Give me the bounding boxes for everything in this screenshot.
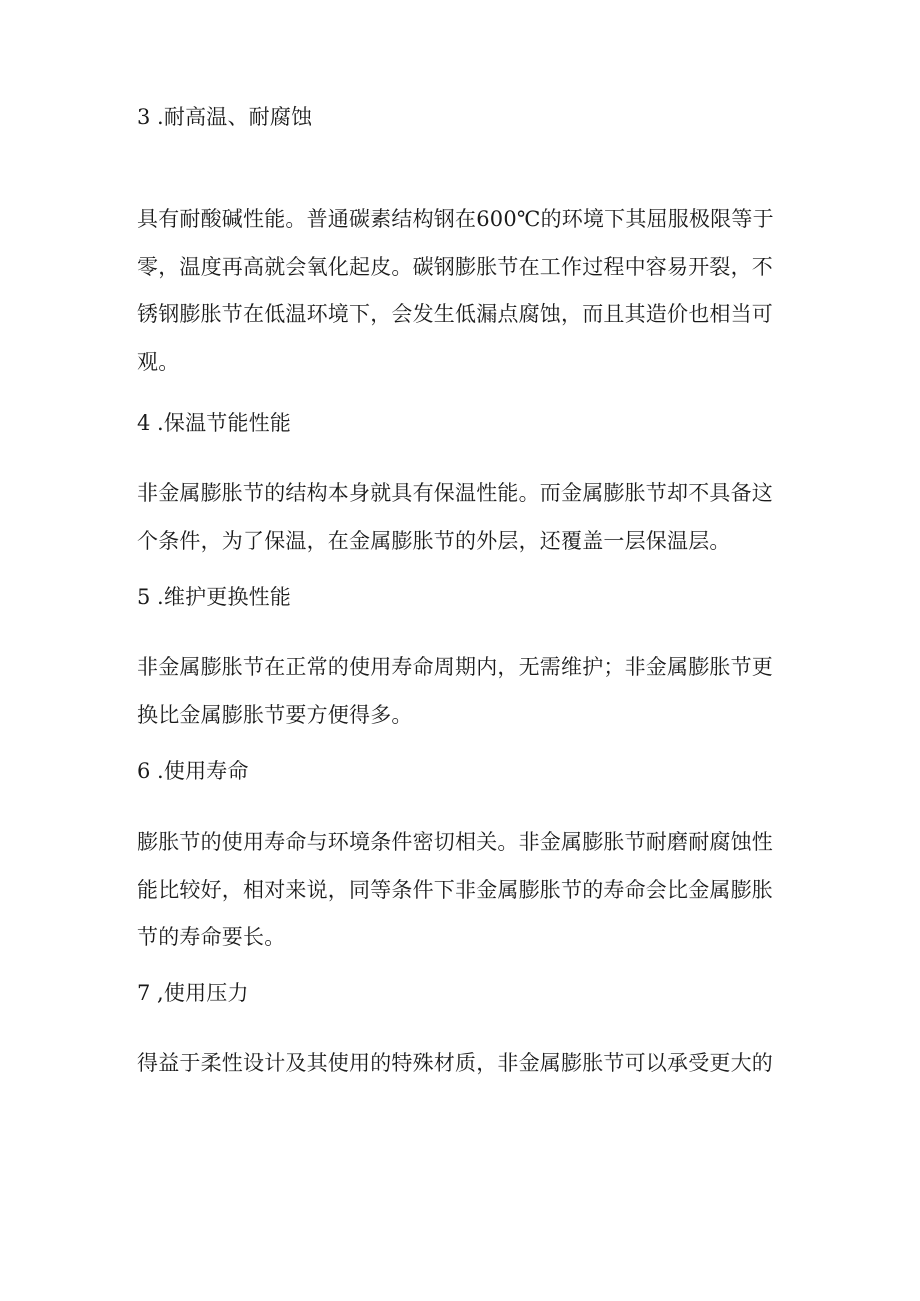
section-heading-3 — [137, 101, 837, 131]
paragraph-line: 观。 — [137, 349, 180, 374]
paragraph-line: 锈钢膨胀节在低温环境下，会发生低漏点腐蚀，而且其造价也相当可 — [137, 302, 773, 326]
paragraph-line: 换比金属膨胀节要方便得多。 — [137, 702, 413, 727]
paragraph-line: 非金属膨胀节在正常的使用寿命周期内，无需维护；非金属膨胀节更 — [137, 655, 773, 679]
section-paragraph-3 — [137, 196, 787, 386]
section-heading-6 — [137, 755, 837, 785]
section-paragraph-6 — [137, 819, 787, 962]
section-heading-5 — [137, 581, 837, 611]
paragraph-line: 个条件，为了保温，在金属膨胀节的外层，还覆盖一层保温层。 — [137, 528, 731, 553]
section-paragraph-4 — [137, 470, 787, 565]
section-title: .维护更换性能 — [157, 585, 292, 609]
section-number: 6 — [137, 759, 151, 783]
section-paragraph-5 — [137, 644, 787, 739]
section-heading-7 — [137, 977, 837, 1007]
paragraph-line: 能比较好，相对来说，同等条件下非金属膨胀节的寿命会比金属膨胀 — [137, 877, 773, 902]
paragraph-line: 得益于柔性设计及其使用的特殊材质，非金属膨胀节可以承受更大的 — [137, 1051, 773, 1075]
section-number: 4 — [137, 411, 151, 435]
paragraph-line: 零，温度再高就会氧化起皮。碳钢膨胀节在工作过程中容易开裂，不 — [137, 254, 773, 279]
section-title: .保温节能性能 — [157, 411, 292, 435]
section-number: 3 — [137, 105, 151, 129]
section-title: ,使用压力 — [157, 981, 249, 1005]
section-heading-4 — [137, 407, 837, 437]
paragraph-line: 具有耐酸碱性能。普通碳素结构钢在600℃的环境下其屈服极限等于 — [137, 207, 774, 231]
section-paragraph-7 — [137, 1040, 787, 1088]
paragraph-line: 非金属膨胀节的结构本身就具有保温性能。而金属膨胀节却不具备这 — [137, 481, 773, 505]
section-number: 5 — [137, 585, 151, 609]
section-title: .使用寿命 — [157, 759, 249, 783]
section-title: .耐高温、耐腐蚀 — [157, 105, 313, 129]
section-number: 7 — [137, 981, 151, 1005]
paragraph-line: 节的寿命要长。 — [137, 925, 286, 949]
paragraph-line: 膨胀节的使用寿命与环境条件密切相关。非金属膨胀节耐磨耐腐蚀性 — [137, 830, 773, 854]
